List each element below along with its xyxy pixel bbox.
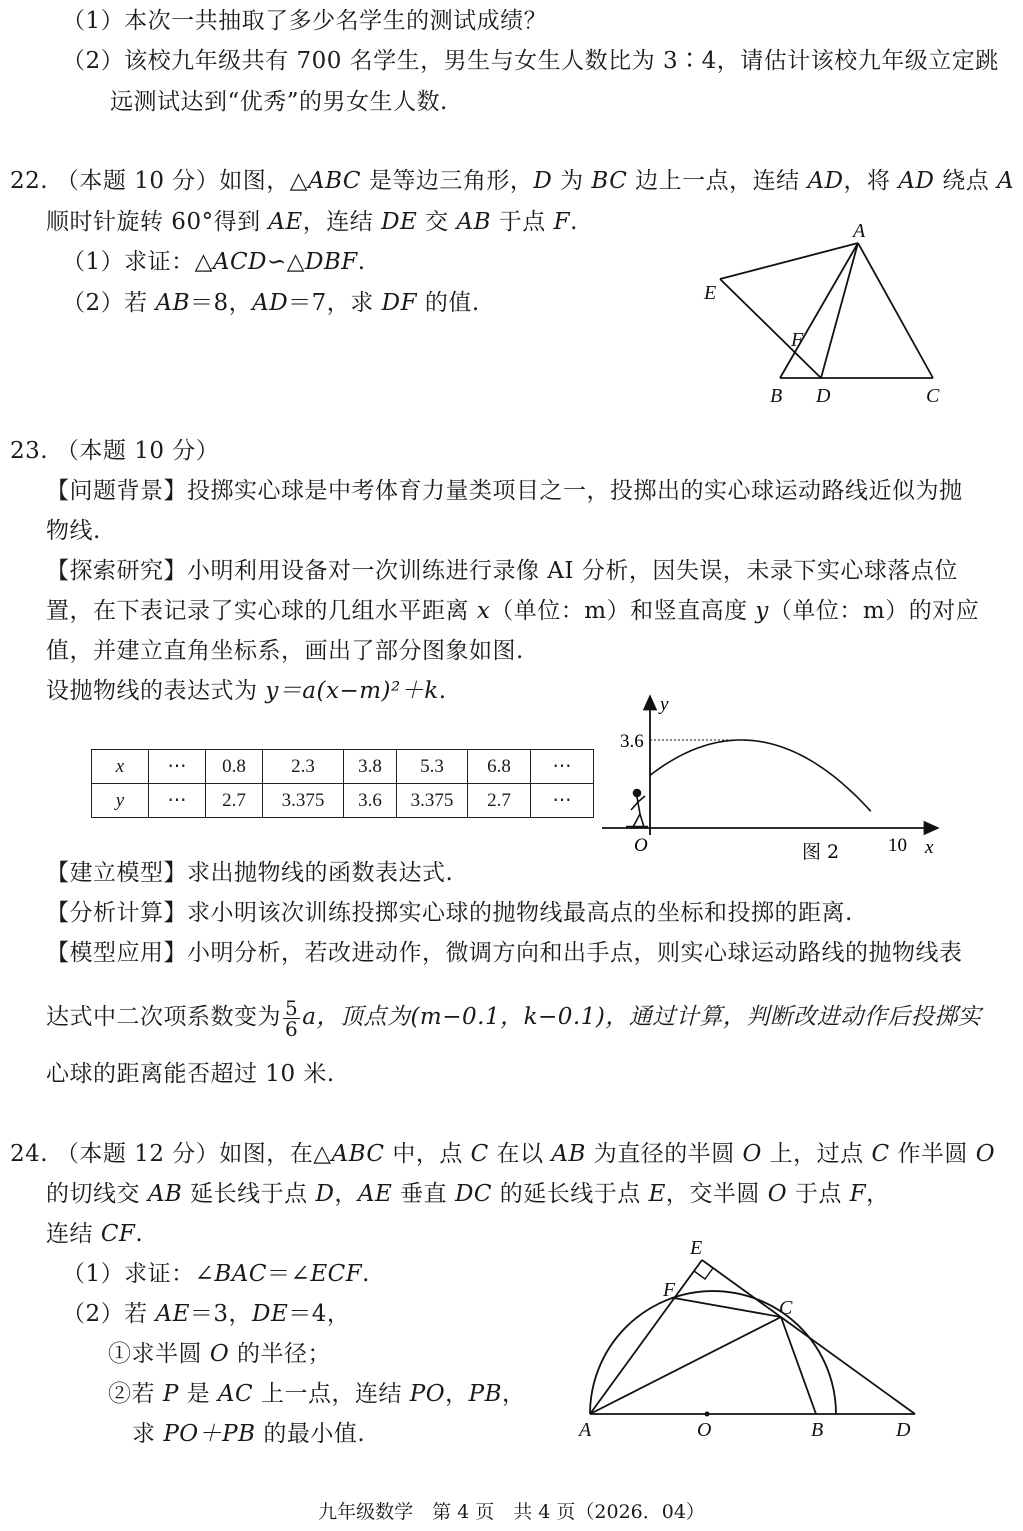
- q22-line2: [46, 207, 578, 237]
- q24-semicircle-figure: [570, 1232, 930, 1447]
- q23-text: 求小明该次训练投掷实心球的抛物线最高点的坐标和投掷的距离.: [187, 900, 853, 926]
- q22-text: （2）若: [62, 290, 156, 316]
- table-cell: ⋯: [531, 784, 594, 818]
- q24-text: 是: [178, 1381, 218, 1407]
- q23-model: [46, 858, 453, 888]
- q23-text: 小明利用设备对一次训练进行录像 AI 分析，因失误，未录下实心球落点位: [187, 558, 958, 584]
- q24-text: 上，过点: [761, 1141, 872, 1167]
- q24-text: 延长线于点: [182, 1181, 316, 1207]
- q22-text: 的值.: [417, 290, 480, 316]
- q21-sub1: （1）本次一共抽取了多少名学生的测试成绩？: [62, 8, 548, 34]
- q22-sub2: [62, 288, 480, 318]
- label-D: D: [816, 385, 831, 407]
- line-AE: [590, 1260, 702, 1414]
- q23-text: 求出抛物线的函数表达式.: [187, 860, 454, 886]
- q24-sub2-part2-line2: [132, 1419, 365, 1449]
- q24-text: 的切线交: [46, 1181, 148, 1207]
- q24-var: ECF: [310, 1261, 363, 1287]
- label-A: A: [853, 220, 866, 242]
- q24-var: PO: [409, 1381, 446, 1407]
- q24-text: （1）求证：∠: [62, 1261, 215, 1287]
- q22-text: （本题 10 分）如图，△: [55, 168, 308, 194]
- q24-var: DC: [454, 1181, 492, 1207]
- label-F: F: [663, 1279, 676, 1301]
- q24-text: ＝4，: [288, 1301, 351, 1327]
- x-tick-10: 10: [888, 835, 907, 856]
- label-B: B: [811, 1419, 824, 1441]
- q23-heading: [10, 436, 219, 466]
- label-A: A: [579, 1419, 592, 1441]
- q22-text: ＝8，: [189, 290, 253, 316]
- q24-var: PO＋PB: [163, 1421, 256, 1447]
- right-angle-mark: [694, 1268, 713, 1279]
- q22-var: DF: [381, 290, 418, 316]
- q24-var: DE: [252, 1301, 289, 1327]
- q22-text: ，连结: [302, 209, 382, 235]
- q22-var: ABC: [307, 168, 362, 194]
- q22-var: DE: [381, 209, 418, 235]
- q22-text: ，将: [843, 168, 899, 194]
- page-footer: 九年级数学 第 4 页 共 4 页（2026．04）: [318, 1501, 705, 1523]
- q24-text: （本题 12 分）如图，在△: [55, 1141, 332, 1167]
- q24-var: AE: [155, 1301, 190, 1327]
- q24-text: 于点: [787, 1181, 850, 1207]
- q23-text: 置，在下表记录了实心球的几组水平距离: [46, 598, 477, 624]
- q22-var: DBF: [304, 249, 358, 275]
- chord-BC: [781, 1317, 816, 1414]
- q24-text: ，: [502, 1381, 526, 1407]
- q22-text: 于点: [490, 209, 554, 235]
- table-cell: 3.6: [344, 784, 397, 818]
- chord-AC: [590, 1317, 781, 1414]
- q22-number: 22.: [10, 168, 49, 194]
- q24-sub1: [62, 1259, 370, 1289]
- table-cell: y: [92, 784, 149, 818]
- q24-text: 的最小值.: [255, 1421, 366, 1447]
- q23-text: （单位：m）的对应: [768, 598, 980, 624]
- side-AB: [780, 243, 858, 378]
- q24-text: 垂直: [392, 1181, 455, 1207]
- q22-text: 边上一点，连结: [627, 168, 808, 194]
- q23-expression: y＝a(x−m)²＋k: [265, 678, 439, 704]
- q24-text: ＝3，: [189, 1301, 252, 1327]
- q24-text: ①求半圆: [108, 1341, 210, 1367]
- q23-text: （单位：m）和竖直高度: [490, 598, 756, 624]
- q24-text: 中，点: [384, 1141, 471, 1167]
- q24-text: 作半圆: [889, 1141, 976, 1167]
- q22-text: 交: [417, 209, 457, 235]
- q22-text: .: [570, 209, 578, 235]
- fraction-denominator: 6: [285, 1016, 299, 1041]
- q24-text: 的半径；: [229, 1341, 331, 1367]
- table-row-x: [92, 750, 594, 784]
- q24-text: ，: [866, 1181, 890, 1207]
- q23-explore-line3: 值，并建立直角坐标系，画出了部分图象如图.: [46, 638, 524, 664]
- q22-var: A: [997, 168, 1015, 194]
- x-axis-label: x: [925, 837, 934, 858]
- q24-var: ABC: [331, 1141, 385, 1167]
- q21-sub2-line2: 远测试达到“优秀”的男女生人数.: [110, 89, 448, 115]
- q22-text: 是等边三角形，: [361, 168, 534, 194]
- q22-var: AD: [898, 168, 935, 194]
- q24-var: C: [470, 1141, 489, 1167]
- q22-var: F: [553, 209, 571, 235]
- segment-FC: [674, 1298, 781, 1317]
- q24-var: AC: [217, 1381, 254, 1407]
- y-axis-label: y: [660, 694, 669, 715]
- q23-text: 小明分析，若改进动作，微调方向和出手点，则实心球运动路线的抛物线表: [187, 940, 963, 966]
- q22-text: .: [357, 249, 366, 275]
- q24-var: O: [209, 1341, 230, 1367]
- q24-line1: [10, 1139, 995, 1169]
- q23-application-line1: [46, 938, 963, 968]
- table-cell: 5.3: [397, 750, 468, 784]
- q24-line3: [46, 1219, 143, 1249]
- q24-var: P: [162, 1381, 179, 1407]
- label-E: E: [704, 282, 717, 304]
- table-cell: ⋯: [149, 750, 206, 784]
- q22-text: （1）求证：△: [62, 249, 213, 275]
- q22-sub1: [62, 247, 366, 277]
- y-tick-3.6: 3.6: [620, 731, 644, 752]
- q22-var: BC: [591, 168, 628, 194]
- q24-var: AE: [357, 1181, 393, 1207]
- q23-var: y: [755, 598, 769, 624]
- table-cell: 6.8: [468, 750, 531, 784]
- q23-text: 设抛物线的表达式为: [46, 678, 266, 704]
- label-C: C: [926, 385, 940, 407]
- table-cell: 2.3: [263, 750, 344, 784]
- q22-var: ACD: [212, 249, 267, 275]
- q22-text: 顺时针旋转 60°得到: [46, 209, 269, 235]
- q23-var: x: [476, 598, 491, 624]
- table-cell: 2.7: [206, 784, 263, 818]
- q24-var: C: [871, 1141, 890, 1167]
- q23-expression-line: [46, 676, 447, 706]
- q23-explore-line2: [46, 596, 979, 626]
- table-cell: 0.8: [206, 750, 263, 784]
- q24-text: .: [135, 1221, 144, 1247]
- q24-text: 为直径的半圆: [585, 1141, 743, 1167]
- side-CA: [858, 243, 933, 378]
- q24-sub2-part1: [108, 1339, 331, 1369]
- q23-data-table: [91, 749, 594, 818]
- q22-triangle-figure: [690, 215, 960, 410]
- q23-background-line1: [46, 476, 963, 506]
- table-cell: 3.8: [344, 750, 397, 784]
- q23-text: 达式中二次项系数变为: [46, 1004, 281, 1030]
- table-row-y: [92, 784, 594, 818]
- label-F: F: [791, 329, 804, 351]
- table-cell: ⋯: [149, 784, 206, 818]
- q23-tag: 【建立模型】: [46, 860, 187, 886]
- q24-line2: [46, 1179, 890, 1209]
- parabola-curve: [650, 740, 871, 811]
- q22-text: 为: [552, 168, 592, 194]
- q23-text: .: [438, 678, 447, 704]
- q24-text: ＝∠: [267, 1261, 311, 1287]
- q22-text: ∽△: [266, 249, 305, 275]
- q23-background-line2: 物线.: [46, 518, 101, 544]
- q23-explore-line1: [46, 556, 958, 586]
- label-B: B: [770, 385, 783, 407]
- q23-title: （本题 10 分）: [55, 438, 220, 464]
- q24-var: BAC: [214, 1261, 268, 1287]
- q24-var: AB: [551, 1141, 586, 1167]
- q23-parabola-chart: [600, 690, 950, 865]
- q24-var: PB: [468, 1381, 502, 1407]
- q24-text: .: [362, 1261, 370, 1287]
- q22-line1: [10, 166, 1014, 196]
- fraction-5-6: [283, 995, 300, 1041]
- q21-sub2-line1: （2）该校九年级共有 700 名学生，男生与女生人数比为 3∶4，请估计该校九年级立定跳: [62, 48, 999, 74]
- q24-sub2: [62, 1299, 350, 1329]
- q24-text: 的延长线于点: [491, 1181, 649, 1207]
- q22-var: AD: [252, 290, 289, 316]
- segment-AE: [720, 243, 858, 279]
- q24-var: CF: [100, 1221, 136, 1247]
- q22-var: D: [533, 168, 553, 194]
- label-C: C: [779, 1297, 793, 1319]
- table-cell: 2.7: [468, 784, 531, 818]
- q22-var: AD: [807, 168, 844, 194]
- thrower-figure: [626, 790, 648, 828]
- q22-var: AB: [456, 209, 491, 235]
- q23-application-line3: 心球的距离能否超过 10 米.: [46, 1061, 335, 1087]
- q24-text: 上一点，连结: [253, 1381, 410, 1407]
- q23-tag: 【探索研究】: [46, 558, 187, 584]
- q24-number: 24.: [10, 1141, 49, 1167]
- q24-text: ②若: [108, 1381, 163, 1407]
- fraction-numerator: 5: [285, 995, 299, 1020]
- q24-var: E: [648, 1181, 666, 1207]
- table-cell: x: [92, 750, 149, 784]
- q24-text: 求: [132, 1421, 164, 1447]
- q23-text: a，顶点为(m−0.1，k−0.1)，通过计算，判断改进动作后投掷实: [302, 1004, 982, 1030]
- table-cell: 3.375: [263, 784, 344, 818]
- q24-text: 连结: [46, 1221, 101, 1247]
- figure-caption: 图 2: [802, 841, 840, 863]
- q24-var: O: [742, 1141, 762, 1167]
- q23-text: 投掷实心球是中考体育力量类项目之一，投掷出的实心球运动路线近似为抛: [187, 478, 963, 504]
- q24-text: ，交半圆: [665, 1181, 768, 1207]
- q23-tag: 【分析计算】: [46, 900, 187, 926]
- q24-var: AB: [147, 1181, 183, 1207]
- q24-var: D: [315, 1181, 335, 1207]
- q24-var: F: [849, 1181, 867, 1207]
- q22-var: AB: [155, 290, 190, 316]
- q23-application-line2: [46, 995, 981, 1039]
- q24-text: ，: [334, 1181, 358, 1207]
- q24-var: O: [975, 1141, 996, 1167]
- q24-text: ，: [445, 1381, 469, 1407]
- q24-var: O: [767, 1181, 788, 1207]
- q22-text: ＝7，求: [288, 290, 382, 316]
- q22-text: 绕点: [934, 168, 998, 194]
- label-D: D: [896, 1419, 911, 1441]
- q24-sub2-part2: [108, 1379, 526, 1409]
- center-point-O: [705, 1412, 710, 1417]
- q23-tag: 【问题背景】: [46, 478, 187, 504]
- segment-AD: [821, 243, 858, 378]
- q24-text: （2）若: [62, 1301, 156, 1327]
- label-O: O: [697, 1419, 712, 1441]
- q23-number: 23.: [10, 438, 49, 464]
- table-cell: ⋯: [531, 750, 594, 784]
- q22-var: AE: [268, 209, 303, 235]
- segment-ED: [720, 279, 821, 378]
- table-cell: 3.375: [397, 784, 468, 818]
- q24-text: 在以: [488, 1141, 552, 1167]
- origin-label: O: [634, 835, 648, 856]
- q23-calc: [46, 898, 853, 928]
- q23-tag: 【模型应用】: [46, 940, 187, 966]
- label-E: E: [690, 1237, 703, 1259]
